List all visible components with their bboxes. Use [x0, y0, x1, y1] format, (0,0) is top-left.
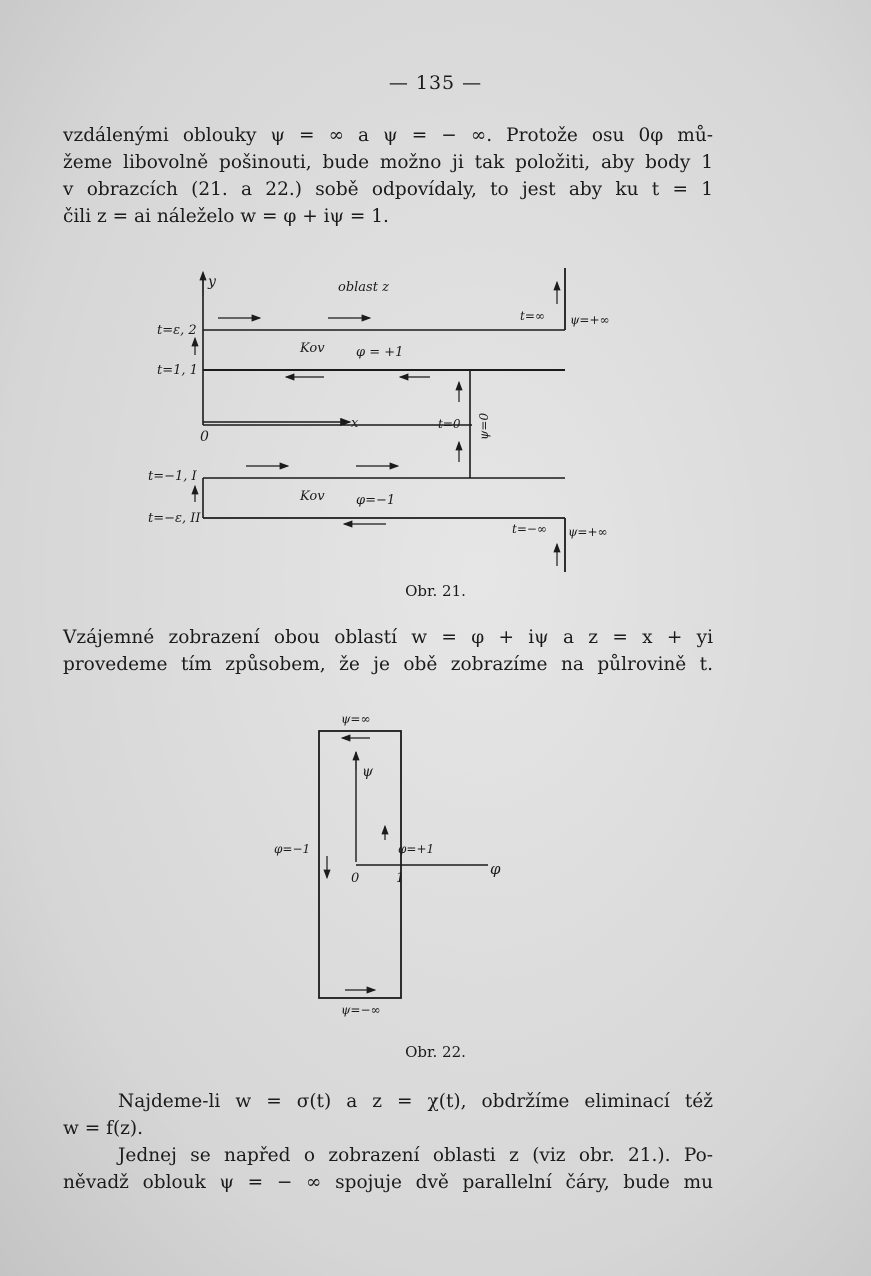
label-t-meps-II: t=−ε, II [148, 511, 201, 526]
label-t-m1-I: t=−1, I [148, 469, 197, 484]
paragraph-region-z [63, 1142, 713, 1196]
label-origin-22: 0 [351, 871, 360, 886]
text-line: vzdálenými oblouky ψ = ∞ a ψ = − ∞. Protože osu 0φ mů- [63, 125, 713, 146]
figure-22-caption: Obr. 22. [405, 1043, 466, 1061]
text-line: Najdeme-li w = σ(t) a z = χ(t), obdržíme eliminací též [118, 1091, 713, 1112]
label-x-axis: x [351, 416, 359, 431]
text-line: w = f(z). [63, 1118, 144, 1139]
text-line: žeme libovolně pošinouti, bude možno ji tak položiti, aby body 1 [63, 152, 713, 173]
label-phi-right: φ=+1 [398, 842, 435, 856]
label-phi-bottom: φ=−1 [356, 493, 396, 508]
label-psi-inf-top: ψ=+∞ [570, 313, 610, 327]
text-line: něvadž oblouk ψ = − ∞ spojuje dvě parallelní čáry, bude mu [63, 1172, 713, 1193]
label-psi-top: ψ=∞ [341, 712, 371, 726]
label-region: oblast z [338, 280, 389, 295]
figure-21-caption: Obr. 21. [405, 582, 466, 600]
label-kov-bottom: Kov [300, 489, 325, 504]
label-kov-top: Kov [300, 341, 325, 356]
text-line: čili z = ai náleželo w = φ + iψ = 1. [63, 206, 389, 227]
label-psi-axis: ψ [362, 764, 373, 780]
label-psi-zero: ψ=0 [477, 412, 491, 440]
text-line: provedeme tím způsobem, že je obě zobrazíme na půlrovině t. [63, 654, 713, 675]
label-phi-left: φ=−1 [274, 842, 311, 856]
paragraph-elimination [63, 1088, 713, 1142]
label-one-22: 1 [396, 871, 405, 886]
label-y-axis: y [208, 274, 216, 290]
page-number: — 135 — [388, 72, 483, 94]
label-t-eps-2: t=ε, 2 [157, 323, 197, 338]
text-line: Vzájemné zobrazení obou oblastí w = φ + iψ a z = x + yi [63, 627, 713, 648]
label-psi-inf-bottom: ψ=+∞ [568, 525, 608, 539]
text-line: Jednej se napřed o zobrazení oblasti z (viz obr. 21.). Po- [118, 1145, 713, 1166]
label-t-zero: t=0 [438, 417, 461, 431]
label-phi-top: φ = +1 [356, 345, 404, 360]
label-psi-bottom: ψ=−∞ [341, 1003, 381, 1017]
label-t-1-1: t=1, 1 [157, 363, 198, 378]
label-t-inf-top: t=∞ [520, 309, 545, 323]
label-phi-axis: φ [490, 860, 501, 878]
label-origin: 0 [200, 429, 209, 445]
text-line: v obrazcích (21. a 22.) sobě odpovídaly, to jest aby ku t = 1 [63, 179, 713, 200]
label-t-minf: t=−∞ [512, 522, 547, 536]
